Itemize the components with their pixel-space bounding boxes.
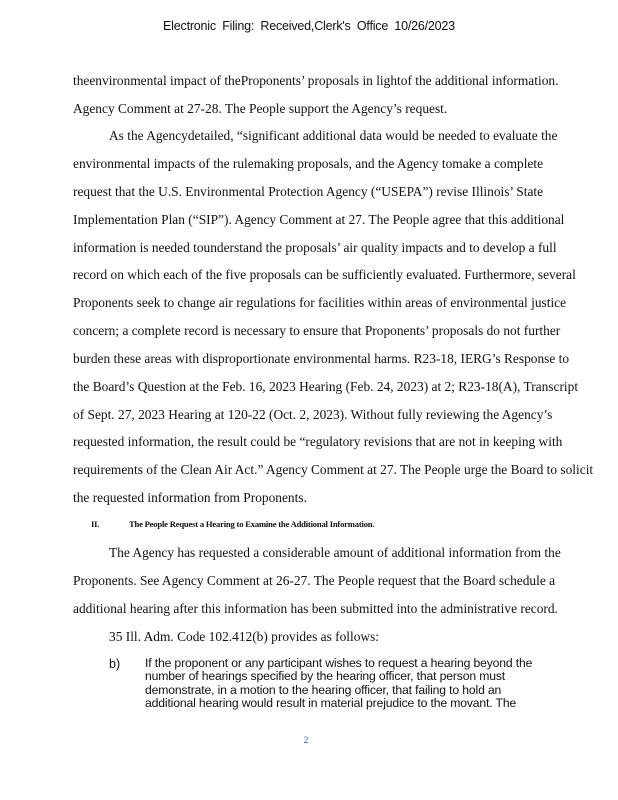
- body-line-4: environmental impacts of the rulemaking proposals, and the Agency tomake a complete: [73, 156, 544, 171]
- quote-line-3: demonstrate, in a motion to the hearing officer, that failing to hold an: [145, 682, 502, 697]
- section-heading-text: The People Request a Hearing to Examine the Additional Information.: [128, 519, 375, 529]
- quote-line-4: additional hearing would result in material prejudice to the movant. The: [145, 696, 517, 711]
- body-line-14: requested information, the result could be “regulatory revisions that are not in keeping with: [73, 434, 563, 449]
- quoted-regulation-text: [145, 657, 555, 711]
- body-line-12: the Board’s Question at the Feb. 16, 2023 Hearing (Feb. 24, 2023) at 2; R23-18(A), Transcript: [73, 379, 579, 394]
- body-line-2: Agency Comment at 27-28. The People support the Agency’s request.: [73, 101, 448, 116]
- section-line-4: 35 Ill. Adm. Code 102.412(b) provides as follows:: [109, 629, 380, 644]
- section-heading: [91, 519, 374, 529]
- quote-line-2: number of hearings specified by the hearing officer, that person must: [145, 669, 506, 684]
- section-line-1: The Agency has requested a considerable amount of additional information from the: [109, 545, 561, 560]
- body-line-9: Proponents seek to change air regulations for facilities within areas of environmental justice: [73, 295, 567, 310]
- body-line-8: record on which each of the five proposals can be sufficiently evaluated. Furthermore, several: [73, 267, 576, 282]
- body-line-7: information is needed tounderstand the proposals’ air quality impacts and to develop a full: [73, 240, 557, 255]
- body-line-13: of Sept. 27, 2023 Hearing at 120-22 (Oct. 2, 2023). Without fully reviewing the Agency’s: [73, 407, 553, 422]
- body-line-15: requirements of the Clean Air Act.” Agency Comment at 27. The People urge the Board to solicit: [73, 462, 594, 477]
- body-line-6: Implementation Plan (“SIP”). Agency Comment at 27. The People agree that this additional: [73, 212, 565, 227]
- body-line-10: concern; a complete record is necessary to ensure that Proponents’ proposals do not further: [73, 323, 561, 338]
- body-line-11: burden these areas with disproportionate environmental harms. R23-18, IERG’s Response to: [73, 351, 570, 366]
- quote-subsection-label: b): [109, 657, 121, 671]
- body-line-3: As the Agencydetailed, “significant additional data would be needed to evaluate the: [109, 128, 558, 143]
- body-line-1: theenvironmental impact of theProponents’ proposals in lightof the additional information.: [73, 73, 559, 88]
- body-line-16: the requested information from Proponents.: [73, 490, 307, 505]
- quote-line-1: If the proponent or any participant wishes to request a hearing beyond the: [145, 656, 533, 670]
- filing-stamp-header: Electronic Filing: Received,Clerk's Office 10/26/2023: [163, 19, 455, 33]
- section-line-3: additional hearing after this information has been submitted into the administrative record.: [73, 601, 558, 616]
- section-line-2: Proponents. See Agency Comment at 26-27. The People request that the Board schedule a: [73, 573, 556, 588]
- section-heading-number: II.: [91, 519, 100, 529]
- body-line-5: request that the U.S. Environmental Protection Agency (“USEPA”) revise Illinois’ State: [73, 184, 544, 199]
- page-number: 2: [303, 736, 309, 746]
